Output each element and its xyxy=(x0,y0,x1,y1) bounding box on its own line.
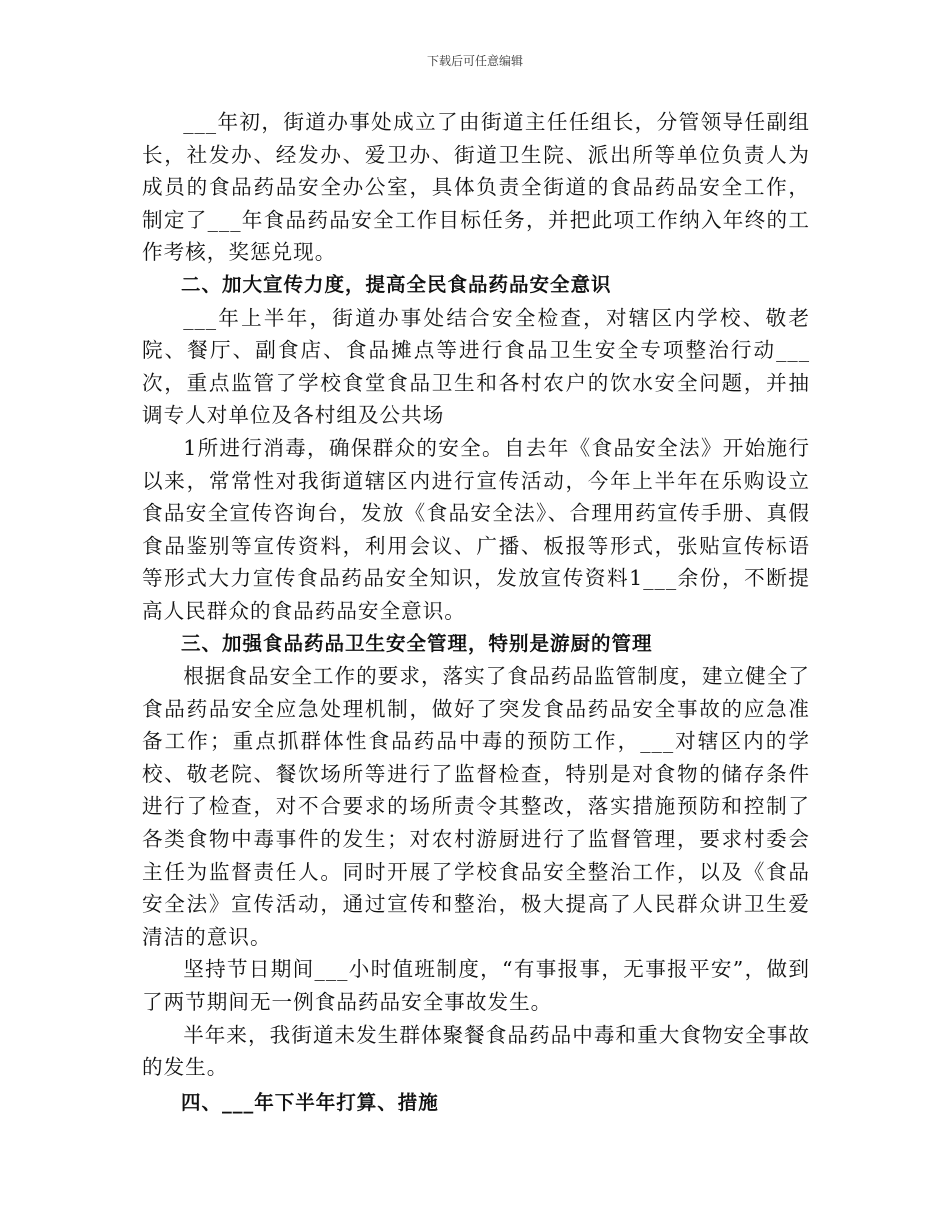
section-heading-4: 四、___年下半年打算、措施 xyxy=(181,1090,439,1114)
section-heading-3: 三、加强食品药品卫生安全管理，特别是游厨的管理 xyxy=(181,631,653,655)
paragraph-management: 根据食品安全工作的要求，落实了食品药品监管制度，建立健全了食品药品安全应急处理机制，做好了突发食品药品安全事故的应急准备工作；重点抓群体性食品药品中毒的预防工作，___对辖区内的学校、敬老院、餐饮场所等进行了监督检查，特别是对食物的储存条件进行了检查，对不合要求的场所责令其整改，落实措施预防和控制了各类食物中毒事件的发生；对农村游厨进行了监督管理，要求村委会主任为监督责任人。同时开展了学校食品安全整治工作，以及《食品安全法》宣传活动，通过宣传和整治，极大提高了人民群众讲卫生爱清洁的意识。 xyxy=(142,664,810,949)
section-heading-2: 二、加大宣传力度，提高全民食品药品安全意识 xyxy=(181,272,612,296)
paragraph-half-year-result: 半年来，我街道未发生群体聚餐食品药品中毒和重大食物安全事故的发生。 xyxy=(142,1022,810,1080)
paragraph-holiday-duty: 坚持节日期间___小时值班制度，“有事报事，无事报平安”，做到了两节期间无一例食品药品安全事故发生。 xyxy=(142,957,810,1015)
paragraph-publicity: 1所进行消毒，确保群众的安全。自去年《食品安全法》开始施行以来，常常性对我街道辖区内进行宣传活动，今年上半年在乐购设立食品安全宣传咨询台，发放《食品安全法》、合理用药宣传手册、真假食品鉴别等宣传资料，利用会议、广播、板报等形式，张贴宣传标语等形式大力宣传食品药品安全知识，发放宣传资料1___余份，不断提高人民群众的食品药品安全意识。 xyxy=(142,435,810,623)
page-header: 下载后可任意编辑 xyxy=(426,54,523,68)
paragraph-inspection: ___年上半年，街道办事处结合安全检查，对辖区内学校、敬老院、餐厅、副食店、食品摊点等进行食品卫生安全专项整治行动___次，重点监管了学校食堂食品卫生和各村农户的饮水安全问题，并抽调专人对单位及各村组及公共场 xyxy=(142,305,810,428)
paragraph-leadership: ___年初，街道办事处成立了由街道主任任组长，分管领导任副组长，社发办、经发办、爱卫办、街道卫生院、派出所等单位负责人为成员的食品药品安全办公室，具体负责全街道的食品药品安全工作，制定了___年食品药品安全工作目标任务，并把此项工作纳入年终的工作考核，奖惩兑现。 xyxy=(142,110,810,265)
document-body xyxy=(142,106,810,1119)
